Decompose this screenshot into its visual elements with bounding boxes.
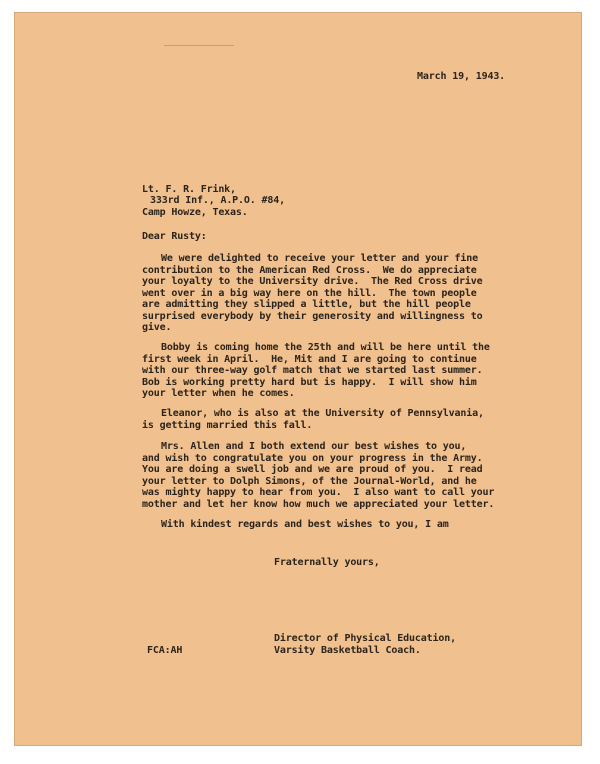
paragraph-line: mother and let her know how much we appreciated your letter. [142, 498, 495, 510]
paragraph-line: your letter to Dolph Simons, of the Journal-World, and he [142, 475, 477, 487]
paragraph-line: first week in April. He, Mit and I are going to continue [142, 353, 477, 365]
paragraph-line: was mighty happy to hear from you. I also want to call your [142, 487, 495, 498]
paragraph-line: You are doing a swell job and we are proud of you. I read [142, 464, 483, 475]
paragraph-line: your loyalty to the University drive. The Red Cross drive [142, 276, 483, 287]
paragraph-line: surprised everybody by their generosity and willingness to [142, 310, 483, 322]
paper-smudge-mark [164, 45, 234, 46]
paragraph-line: Mrs. Allen and I both extend our best wishes to you, [161, 441, 467, 452]
recipient-name: Lt. F. R. Frink, [142, 184, 236, 195]
recipient-location: Camp Howze, Texas. [142, 207, 248, 218]
paragraph-line: Bobby is coming home the 25th and will be here until the [161, 342, 490, 353]
paragraph-line: went over in a big way here on the hill. The town people [142, 287, 477, 299]
paragraph-line: Eleanor, who is also at the University of Pennsylvania, [161, 408, 484, 419]
signature-title: Director of Physical Education, [274, 633, 456, 644]
paragraph-line: Bob is working pretty hard but is happy. I will show him [142, 376, 477, 388]
paragraph-line: contribution to the American Red Cross. We do appreciate [142, 264, 477, 276]
reference-initials: FCA:AH [147, 645, 183, 656]
paragraph-line: your letter when he comes. [142, 388, 295, 399]
paragraph-line: and wish to congratulate you on your progress in the Army. [142, 452, 483, 464]
letter-page [14, 12, 582, 746]
paragraph-line: are admitting they slipped a little, but the hill people [142, 299, 471, 310]
closing: Fraternally yours, [274, 557, 380, 568]
paragraph-line: is getting married this fall. [142, 419, 313, 431]
salutation: Dear Rusty: [142, 231, 207, 242]
paragraph-line: give. [142, 322, 172, 333]
paragraph-line: We were delighted to receive your letter and your fine [161, 253, 479, 264]
paragraph-line: with our three-way golf match that we started last summer. [142, 365, 483, 376]
letter-date: March 19, 1943. [417, 71, 506, 82]
paragraph-line: With kindest regards and best wishes to you, I am [161, 519, 449, 530]
recipient-unit: 333rd Inf., A.P.O. #84, [150, 195, 286, 206]
signature-title: Varsity Basketball Coach. [274, 645, 421, 656]
